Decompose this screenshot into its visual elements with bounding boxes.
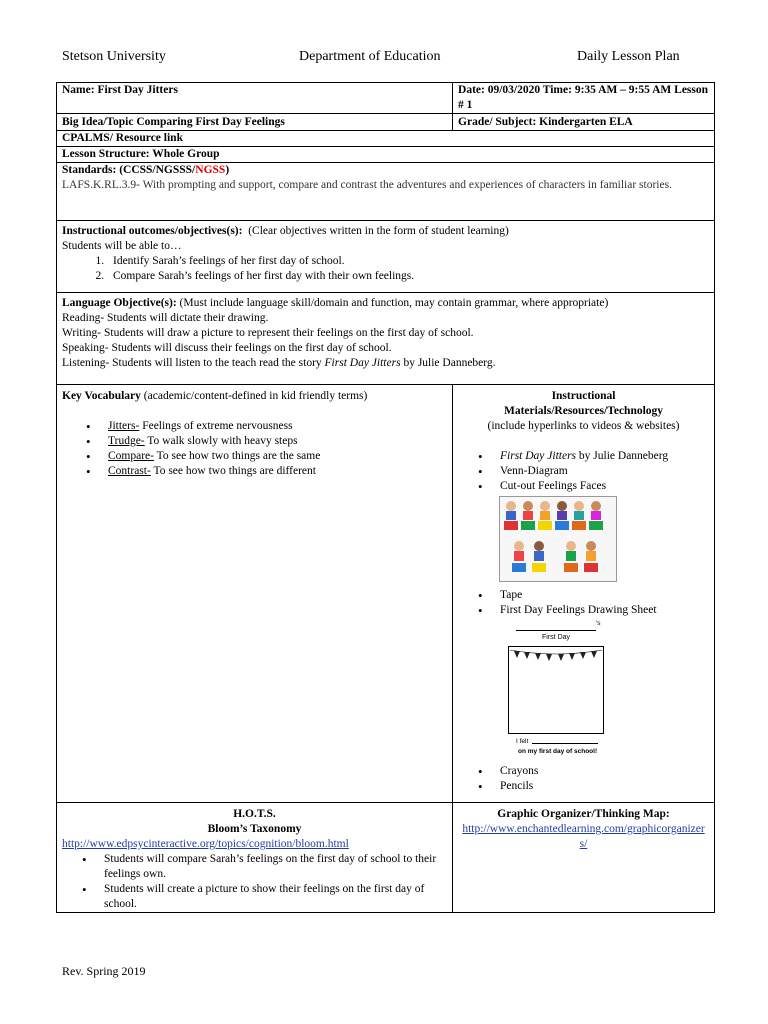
language-label: Language Objective(s):	[62, 297, 177, 309]
graphic-organizer-label: Graphic Organizer/Thinking Map:	[497, 808, 670, 820]
materials-note: (include hyperlinks to videos & websites)	[487, 420, 680, 432]
hots-title: H.O.T.S.	[233, 808, 276, 820]
grade-subject: Grade/ Subject: Kindergarten ELA	[458, 116, 633, 128]
objectives-note: (Clear objectives written in the form of student learning)	[248, 225, 509, 237]
standards-heading	[62, 163, 709, 178]
felt-line	[532, 743, 598, 744]
hots-item: • Students will compare Sarah’s feelings on the first day of school to their feelings own.	[104, 852, 447, 882]
listening-author: by Julie Danneberg.	[400, 357, 496, 369]
vocab-list	[62, 419, 447, 479]
blooms-title: Bloom’s Taxonomy	[207, 823, 302, 835]
feelings-faces-image	[499, 496, 617, 582]
hots-item: • Students will create a picture to show their feelings on the first day of school.	[104, 882, 447, 912]
listening-book-title: First Day Jitters	[324, 357, 401, 369]
drawing-frame	[508, 646, 604, 734]
language-speaking: Speaking- Students will discuss their feelings on the first day of school.	[62, 342, 392, 354]
vocab-item-jitters	[108, 419, 447, 434]
lesson-structure: Lesson Structure: Whole Group	[62, 148, 220, 160]
header-department: Department of Education	[299, 49, 441, 64]
materials-label-line1: Instructional	[551, 390, 616, 402]
materials-cell	[453, 385, 715, 803]
standards-close: )	[225, 164, 230, 176]
graphic-organizer-cell	[453, 803, 715, 913]
drawing-sheet-image	[504, 620, 612, 760]
lesson-structure-cell	[57, 147, 715, 163]
material-item-drawing-sheet: • First Day Feelings Drawing Sheet	[500, 603, 709, 618]
vocab-term: Jitters-	[108, 420, 140, 432]
vocab-definition: Feelings of extreme nervousness	[139, 420, 293, 432]
material-book-title: First Day Jitters	[500, 450, 577, 462]
blooms-link[interactable]: http://www.edpsycinteractive.org/topics/cognition/bloom.html	[62, 838, 349, 850]
graphic-organizer-link[interactable]: http://www.enchantedlearning.com/graphicorganizers/	[462, 823, 705, 850]
revision-footer: Rev. Spring 2019	[62, 964, 146, 978]
language-note: (Must include language skill/domain and function, may contain grammar, where appropriate)	[179, 297, 609, 309]
header-university: Stetson University	[62, 49, 166, 64]
sheet-suffix: 's	[596, 620, 601, 627]
language-writing: Writing- Students will draw a picture to represent their feelings on the first day of school.	[62, 327, 474, 339]
header-plan-type: Daily Lesson Plan	[577, 49, 680, 64]
vocab-item-compare	[108, 449, 447, 464]
standards-cell	[57, 163, 715, 221]
standards-label: Standards: (CCSS/NGSSS/	[62, 164, 196, 176]
standards-text: LAFS.K.RL.3.9- With prompting and support, compare and contrast the adventures and experiences of characters in familiar stories.	[62, 179, 672, 191]
vocab-term: Contrast-	[108, 465, 151, 477]
vocab-item-contrast	[108, 464, 447, 479]
materials-list	[458, 449, 709, 494]
materials-list-cont	[458, 588, 709, 618]
lesson-name: Name: First Day Jitters	[62, 84, 178, 96]
material-item-pencils: • Pencils	[500, 779, 709, 794]
sheet-title: First Day	[542, 634, 571, 641]
date-time-cell	[453, 83, 715, 114]
objectives-intro: Students will be able to…	[62, 240, 182, 252]
vocab-item-trudge	[108, 434, 447, 449]
objective-item: 1. Identify Sarah’s feelings of her first day of school.	[107, 254, 709, 269]
key-vocabulary-cell	[57, 385, 453, 803]
language-reading: Reading- Students will dictate their drawing.	[62, 312, 269, 324]
sheet-footer: on my first day of school!	[518, 748, 598, 755]
vocab-label: Key Vocabulary	[62, 390, 141, 402]
materials-list-end	[458, 764, 709, 794]
sheet-felt-label: I felt	[516, 738, 529, 745]
material-item-tape: • Tape	[500, 588, 709, 603]
objectives-cell	[57, 221, 715, 293]
material-item-book	[500, 449, 709, 464]
cpalms-cell	[57, 131, 715, 147]
cpalms-label: CPALMS/ Resource link	[62, 132, 183, 144]
ngss-label: NGSS	[195, 164, 226, 176]
lesson-date-time: Date: 09/03/2020 Time: 9:35 AM – 9:55 AM Lesson # 1	[458, 84, 709, 111]
objectives-label: Instructional outcomes/objectives(s):	[62, 225, 243, 237]
listening-text: Listening- Students will listen to the teach read the story	[62, 357, 325, 369]
vocab-note: (academic/content-defined in kid friendly terms)	[143, 390, 368, 402]
materials-label-line2: Materials/Resources/Technology	[503, 405, 664, 417]
language-listening	[62, 356, 709, 371]
objective-item: 2. Compare Sarah’s feelings of her first day with their own feelings.	[107, 269, 709, 284]
child-figure-icon	[504, 501, 518, 530]
language-objectives-cell	[57, 293, 715, 385]
big-idea-cell	[57, 114, 453, 131]
lesson-name-cell	[57, 83, 453, 114]
vocab-term: Compare-	[108, 450, 154, 462]
vocab-definition: To see how two things are the same	[153, 450, 321, 462]
hots-cell	[57, 803, 453, 913]
vocab-definition: To see how two things are different	[150, 465, 316, 477]
grade-subject-cell	[453, 114, 715, 131]
vocab-term: Trudge-	[108, 435, 145, 447]
hots-list	[62, 852, 447, 912]
material-item-crayons: • Crayons	[500, 764, 709, 779]
name-line	[516, 624, 596, 631]
material-item-venn: • Venn-Diagram	[500, 464, 709, 479]
material-book-author: by Julie Danneberg	[576, 450, 669, 462]
vocab-definition: To walk slowly with heavy steps	[144, 435, 298, 447]
material-item-faces: • Cut-out Feelings Faces	[500, 479, 709, 494]
lesson-plan-table	[56, 82, 715, 913]
objectives-list	[62, 254, 709, 284]
big-idea: Big Idea/Topic Comparing First Day Feelings	[62, 116, 285, 128]
